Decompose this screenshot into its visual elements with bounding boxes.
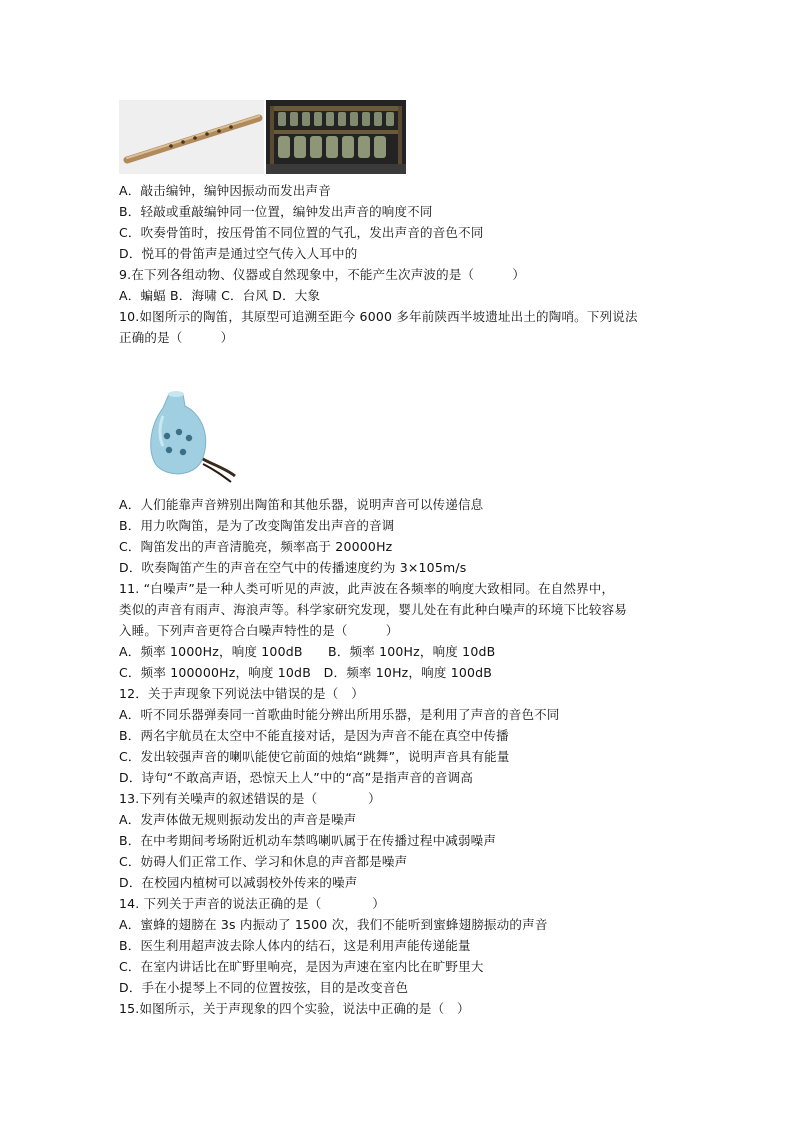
q10-option-c: C．陶笛发出的声音清脆亮，频率高于 20000Hz: [119, 539, 393, 554]
q12-stem: 12．关于声现象下列说法中错误的是（ ）: [119, 686, 364, 701]
q12-option-a: A．听不同乐器弹奏同一首歌曲时能分辨出所用乐器，是利用了声音的音色不同: [119, 707, 560, 722]
q10-stem-line1: 10.如图所示的陶笛，其原型可追溯至距今 6000 多年前陕西半坡遗址出土的陶哨。下列说法: [119, 309, 638, 324]
q11-stem-line1: 11. “白噪声”是一种人类可听见的声波，此声波在各频率的响度大致相同。在自然界中，: [119, 581, 615, 596]
bianzhong-bells-image: [266, 100, 406, 174]
q12-option-d: D．诗句“不敢高声语，恐惊天上人”中的“高”是指声音的音调高: [119, 770, 474, 785]
q8-option-b: B．轻敲或重敲编钟同一位置，编钟发出声音的响度不同: [119, 204, 433, 219]
q13-option-c: C．妨碍人们正常工作、学习和休息的声音都是噪声: [119, 854, 408, 869]
q14-option-c: C．在室内讲话比在旷野里响亮，是因为声速在室内比在旷野里大: [119, 959, 484, 974]
q13-option-b: B．在中考期间考场附近机动车禁鸣喇叭属于在传播过程中减弱噪声: [119, 833, 497, 848]
q11-options-line2: C．频率 100000Hz，响度 10dB D．频率 10Hz，响度 100dB: [119, 665, 493, 680]
q9-stem: 9.在下列各组动物、仪器或自然现象中，不能产生次声波的是（ ）: [119, 267, 526, 282]
q8-figure-row: [119, 100, 689, 174]
q14-option-d: D．手在小提琴上不同的位置按弦，目的是改变音色: [119, 980, 409, 995]
q9-options: A．蝙蝠 B．海啸 C．台风 D．大象: [119, 288, 321, 303]
q10-option-a: A．人们能靠声音辨别出陶笛和其他乐器，说明声音可以传递信息: [119, 497, 484, 512]
q13-stem: 13.下列有关噪声的叙述错误的是（ ）: [119, 791, 381, 806]
q10-option-d: D．吹奏陶笛产生的声音在空气中的传播速度约为 3×105m/s: [119, 560, 467, 575]
bone-flute-image: [119, 100, 264, 174]
exam-page: [119, 100, 689, 1019]
q12-option-b: B．两名宇航员在太空中不能直接对话，是因为声音不能在真空中传播: [119, 728, 509, 743]
q10-option-b: B．用力吹陶笛，是为了改变陶笛发出声音的音调: [119, 518, 395, 533]
q10-stem-line2: 正确的是（ ）: [119, 330, 234, 345]
q8-option-d: D．悦耳的骨笛声是通过空气传入人耳中的: [119, 246, 358, 261]
ocarina-image: [139, 386, 239, 486]
q14-option-b: B．医生利用超声波去除人体内的结石，这是利用声能传递能量: [119, 938, 471, 953]
q14-stem: 14. 下列关于声音的说法正确的是（ ）: [119, 896, 385, 911]
q11-stem-line2: 类似的声音有雨声、海浪声等。科学家研究发现，婴儿处在有此种白噪声的环境下比较容易: [119, 602, 628, 617]
q13-option-d: D．在校园内植树可以减弱校外传来的噪声: [119, 875, 358, 890]
q8-option-c: C．吹奏骨笛时，按压骨笛不同位置的气孔，发出声音的音色不同: [119, 225, 484, 240]
q14-option-a: A．蜜蜂的翅膀在 3s 内振动了 1500 次，我们不能听到蜜蜂翅膀振动的声音: [119, 917, 548, 932]
q12-option-c: C．发出较强声音的喇叭能使它前面的烛焰“跳舞”，说明声音具有能量: [119, 749, 510, 764]
q11-stem-line3: 入睡。下列声音更符合白噪声特性的是（ ）: [119, 623, 399, 638]
q11-options-line1: A．频率 1000Hz，响度 100dB B．频率 100Hz，响度 10dB: [119, 644, 496, 659]
q13-option-a: A．发声体做无规则振动发出的声音是噪声: [119, 812, 357, 827]
q8-option-a: A．敲击编钟，编钟因振动而发出声音: [119, 183, 331, 198]
q15-stem: 15.如图所示，关于声现象的四个实验，说法中正确的是（ ）: [119, 1001, 470, 1016]
